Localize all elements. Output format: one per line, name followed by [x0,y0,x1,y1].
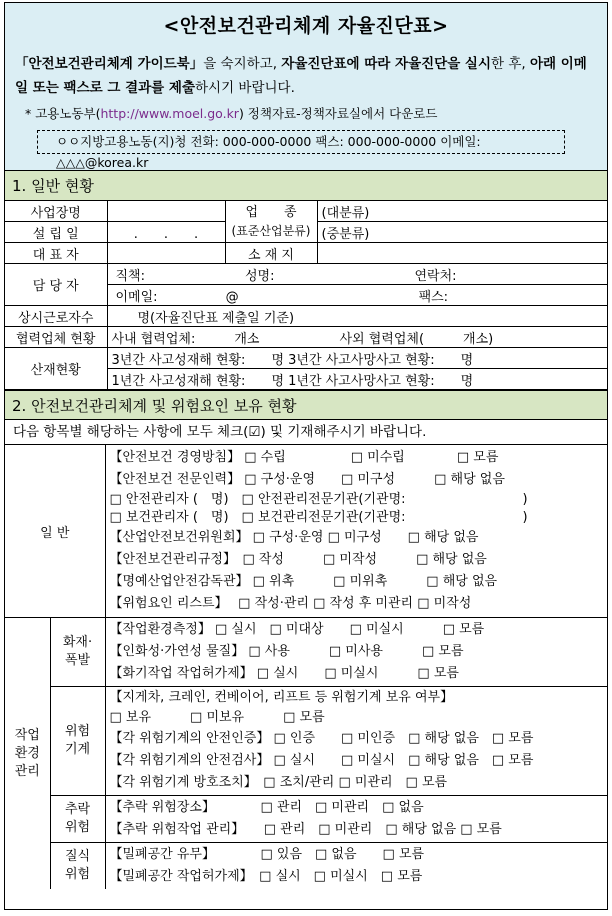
general-status-table [5,201,607,390]
policy-item[interactable]: 【안전보건 경영방침】 □ 수립 □ 미수립 □ 모름 [109,450,499,465]
intro-bold: 아래 이메일 또는 팩스로 그 결과를 제출 [15,56,587,96]
partners-outside: 사외 협력업체( 개소) [339,331,494,347]
staff-item[interactable]: 【안전보건 전문인력】 □ 구성·운영 □ 미구성 □ 해당 없음 [109,472,505,487]
note-suffix: ) 정책자료-정책자료실에서 다운로드 [238,106,438,121]
machine-items [105,687,607,796]
risk-status-table [5,445,607,889]
fall-label [50,796,105,843]
machine-guard-item[interactable]: 【각 위험기계 방호조치】 □ 조치/관리 □ 미관리 □ 모름 [109,775,448,790]
work-label-1: 작업 [14,727,40,743]
inspector-item[interactable]: 【명예산업안전감독관】 □ 위촉 □ 미위촉 □ 해당 없음 [109,574,498,589]
intro-guidebook: 「안전보건관리체계 가이드북」 [15,56,204,72]
note-prefix: * 고용노동부( [25,106,101,121]
machine-inspect-item[interactable]: 【각 위험기계의 안전검사】 □ 실시 □ 미실시 □ 해당 없음 □ 모름 [109,753,534,768]
hotwork-item[interactable]: 【화기작업 작업허가제】 □ 실시 □ 미실시 □ 모름 [109,666,459,681]
accidents-3yr[interactable]: 3년간 사고성재해 현황: 명 3년간 사고사망사고 현황: 명 [107,348,607,369]
partners-inside: 사내 협력업체: 개소 [111,331,260,347]
moel-link[interactable]: http://www.moel.go.kr [100,106,239,121]
manager-label: 담 당 자 [5,264,107,306]
machine-own-options[interactable]: □ 보유 □ 미보유 □ 모름 [109,710,325,725]
workplace-field[interactable] [107,201,225,222]
manager-row-2[interactable] [107,285,607,306]
form-header [5,3,607,171]
check-instruction: 다음 항목별 해당하는 사항에 모두 체크(☑) 및 기재해주시기 바랍니다. [5,420,607,445]
partners-label: 협력업체 현황 [5,327,107,348]
general-label: 일 반 [5,445,105,618]
workers-label: 상시근로자수 [5,306,107,327]
suffocation-label-1: 질식 [64,849,91,864]
work-label-3: 관리 [14,763,40,779]
confined-permit-item[interactable]: 【밀폐공간 작업허가제】 □ 실시 □ 미실시 □ 모름 [109,869,423,884]
address-field[interactable] [317,243,607,264]
intro-part: 하시기 바랍니다. [195,80,295,96]
phone-label: 연락처: [414,268,457,284]
machine-own-item: 【지게차, 크레인, 컨베이어, 리프트 등 위험기계 보유 여부】 [109,690,454,705]
fire-label [50,618,105,687]
machine-label-1: 위험 [64,724,91,739]
ceo-label: 대 표 자 [5,243,107,264]
confined-space-item[interactable]: 【밀폐공간 유무】 □ 있음 □ 없음 □ 모름 [109,847,425,862]
ceo-field[interactable] [107,243,225,264]
major-class-field[interactable]: (대분류) [317,201,607,222]
intro-part: 을 숙지하고, [203,56,282,72]
address-label: 소 재 지 [225,243,317,264]
machine-cert-item[interactable]: 【각 위험기계의 안전인증】 □ 인증 □ 미인증 □ 해당 없음 □ 모름 [109,731,534,746]
contact-box: ㅇㅇ지방고용노동(지)청 전화: 000-000-0000 팩스: 000-000-0000 이메일: △△△@korea.kr [37,130,565,154]
workers-value: 명(자율진단표 제출일 기준) [137,310,295,326]
founded-field[interactable]: . . . [107,222,225,243]
intro-text [15,52,597,100]
partners-field[interactable] [107,327,607,348]
machine-label [50,687,105,796]
section-system-status: 2. 안전보건관리체계 및 위험요인 보유 현황 [5,390,607,420]
flammable-item[interactable]: 【인화성·가연성 물질】 □ 사용 □ 미사용 □ 모름 [109,644,464,659]
page-title: <안전보건관리체계 자율진단표> [163,15,449,37]
fall-place-item[interactable]: 【추락 위험장소】 □ 관리 □ 미관리 □ 없음 [109,800,424,815]
business-label-1: 업 종 [245,204,297,220]
machine-label-2: 기계 [64,742,91,757]
fall-items [105,796,607,843]
health-manager-item[interactable]: □ 보건관리자 ( 명) □ 보건관리전문기관(기관명: ) [109,510,528,525]
safety-manager-item[interactable]: □ 안전관리자 ( 명) □ 안전관리전문기관(기관명: ) [109,492,528,507]
download-note [25,104,607,122]
accidents-1yr[interactable]: 1년간 사고성재해 현황: 명 1년간 사고사망사고 현황: 명 [107,369,607,390]
work-env-label [5,618,50,890]
accidents-label: 산재현황 [5,348,107,390]
email-at: @ [225,289,239,305]
middle-class-field[interactable]: (중분류) [317,222,607,243]
fall-label-1: 추락 [64,802,91,817]
committee-item[interactable]: 【산업안전보건위원회】 □ 구성·운영 □ 미구성 □ 해당 없음 [109,530,479,545]
suffocation-items [105,843,607,890]
fire-items [105,618,607,687]
email-label: 이메일: [115,289,158,305]
suffocation-label-2: 위험 [64,867,91,882]
risk-list-item[interactable]: 【위험요인 리스트】 □ 작성·관리 □ 작성 후 미관리 □ 미작성 [109,596,472,611]
founded-label: 설 립 일 [5,222,107,243]
workplace-label: 사업장명 [5,201,107,222]
business-type-label [225,201,317,243]
suffocation-label [50,843,105,890]
intro-bold: 자율진단표에 따라 자율진단을 실시 [281,56,492,72]
fire-label-1: 화재· [62,635,93,650]
manager-row-1[interactable] [107,264,607,285]
fire-label-2: 폭발 [64,653,91,668]
measurement-item[interactable]: 【작업환경측정】 □ 실시 □ 미대상 □ 미실시 □ 모름 [109,622,485,637]
fall-label-2: 위험 [64,820,91,835]
intro-part: 한 후, [491,56,530,72]
position-label: 직책: [115,268,145,284]
workers-field[interactable] [107,306,607,327]
rules-item[interactable]: 【안전보건관리규정】 □ 작성 □ 미작성 □ 해당 없음 [109,552,487,567]
business-label-2: (표준산업분류) [231,223,311,238]
self-diagnosis-form [4,2,608,910]
work-label-2: 환경 [14,745,40,761]
fax-label: 팩스: [418,289,449,305]
name-label: 성명: [245,268,275,284]
fall-work-item[interactable]: 【추락 위험작업 관리】 □ 관리 □ 미관리 □ 해당 없음 □ 모름 [109,822,502,837]
section-general-status: 1. 일반 현황 [5,171,607,201]
general-items [105,445,607,618]
